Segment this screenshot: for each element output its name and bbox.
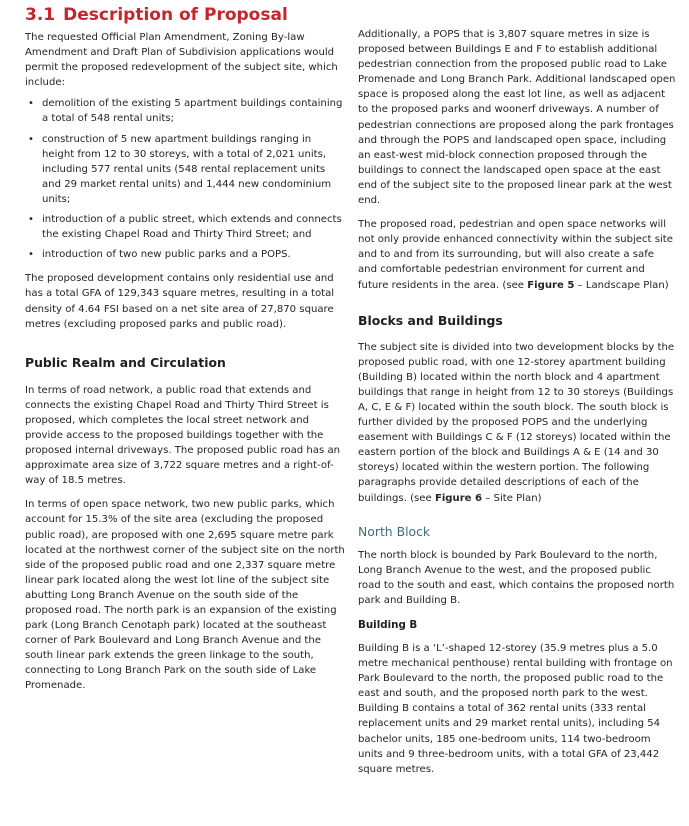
section-title bbox=[25, 5, 345, 25]
blocks-text: The subject site is divided into two development blocks by the proposed public road, with one 12-storey apartment building (Building B) located within the north block and 4 apartment buildings that range in height from 12 to 30 storeys (Buildings A, C, E & F) located within the south block. The south block is further divided by the proposed POPS and the underlying easement with Buildings C & F (12 storeys) located within the eastern portion of the block and Buildings A & E (14 and 30 storeys) located within the western portion. The following paragraphs provide detailed descriptions of each of the buildings. (see bbox=[358, 341, 675, 504]
blocks-paragraph bbox=[358, 340, 676, 506]
building-b-paragraph: Building B is a ‘L’-shaped 12-storey (35.9 metres plus a 5.0 metre mechanical penthouse) rental building with frontage on Park Boulevard to the north, the proposed public road to the east and south, and the proposed north park to the west. Building B contains a total of 362 rental units (333 rental replacement units and 29 market rental units), including 54 bachelor units, 185 one-bedroom units, 114 two-bedroom units and 9 three-bedroom units, with a total GFA of 23,442 square metres. bbox=[358, 643, 673, 775]
figure-5-reference: Figure 5 bbox=[527, 279, 575, 291]
blocks-tail: – Site Plan) bbox=[482, 492, 542, 504]
networks-paragraph bbox=[358, 217, 676, 292]
pops-paragraph: Additionally, a POPS that is 3,807 square metres in size is proposed between Buildings E and F to establish additional pedestrian connection from the proposed public road to Lake Promenade and Long Branch Park. Additional landscaped open space is proposed along the east lot line, as well as adjacent to the proposed parks and woonerf driveways. A number of pedestrian connections are proposed along the park frontages and through the POPS and landscaped open space, including an east-west mid-block connection proposed through the buildings to connect the landscaped open space at the east end of the subject site to the proposed linear park at the west end. bbox=[358, 29, 676, 207]
section-title-text: Description of Proposal bbox=[63, 5, 288, 25]
networks-tail: – Landscape Plan) bbox=[574, 279, 669, 291]
bullet-item-demolition: • demolition of the existing 5 apartment buildings containing a total of 548 rental units; bbox=[25, 96, 345, 126]
figure-6-reference: Figure 6 bbox=[434, 492, 483, 504]
open-space-paragraph: In terms of open space network, two new public parks, which account for 15.3% of the site area (excluding the proposed public road), are proposed with one 2,695 square metre park located at the northwest corner of the subject site on the north side of the proposed public road and one 2,337 square metre linear park located along the west lot line of the subject site abutting Long Branch Avenue on the south side of the proposed road. The north park is an expansion of the existing park (Long Branch Cenotaph park) located at the southeast corner of Park Boulevard and Long Branch Avenue and the south linear park extends the green linkage to the south, connecting to Long Branch Park on the south side of Lake Promenade. bbox=[25, 499, 345, 692]
north-block-heading: North Block bbox=[358, 523, 431, 539]
section-number: 3.1 bbox=[25, 5, 56, 25]
development-summary-paragraph: The proposed development contains only residential use and has a total GFA of 129,343 square metres, resulting in a total density of 4.64 FSI based on a net site area of 27,870 square metres (excluding proposed parks and public road). bbox=[25, 273, 335, 330]
public-realm-heading: Public Realm and Circulation bbox=[25, 354, 226, 370]
blocks-buildings-heading: Blocks and Buildings bbox=[358, 312, 503, 328]
building-b-heading: Building B bbox=[358, 619, 418, 631]
bullet-item-public-street: • introduction of a public street, which extends and connects the existing Chapel Road and Thirty Third Street; and bbox=[25, 212, 345, 242]
proposal-bullet-list bbox=[25, 96, 345, 262]
left-column bbox=[25, 0, 345, 694]
north-block-paragraph: The north block is bounded by Park Boulevard to the north, Long Branch Avenue to the west, and the proposed public road to the south and east, which contains the proposed north park and Building B. bbox=[358, 549, 675, 606]
intro-paragraph: The requested Official Plan Amendment, Zoning By-law Amendment and Draft Plan of Subdivision applications would permit the proposed redevelopment of the subject site, which include: bbox=[25, 32, 338, 89]
road-network-paragraph: In terms of road network, a public road that extends and connects the existing Chapel Road and Thirty Third Street is proposed, which completes the local street network and provide access to the proposed buildings together with the proposed internal driveways. The proposed public road has an approximate area size of 3,722 square metres and a right-of-way of 18.5 metres. bbox=[25, 384, 341, 487]
right-column bbox=[358, 0, 676, 777]
bullet-item-construction: • construction of 5 new apartment buildings ranging in height from 12 to 30 storeys, with a total of 2,021 units, including 577 rental units (548 rental replacement units and 29 market rental units) and 1,444 new condominium units; bbox=[25, 132, 345, 207]
networks-text: The proposed road, pedestrian and open space networks will not only provide enhanced connectivity within the subject site and to and from its surrounding, but will also create a safe and comfortable pedestrian environment for current and future residents in the area. (see bbox=[358, 219, 673, 291]
bullet-item-parks: • introduction of two new public parks and a POPS. bbox=[25, 247, 345, 262]
